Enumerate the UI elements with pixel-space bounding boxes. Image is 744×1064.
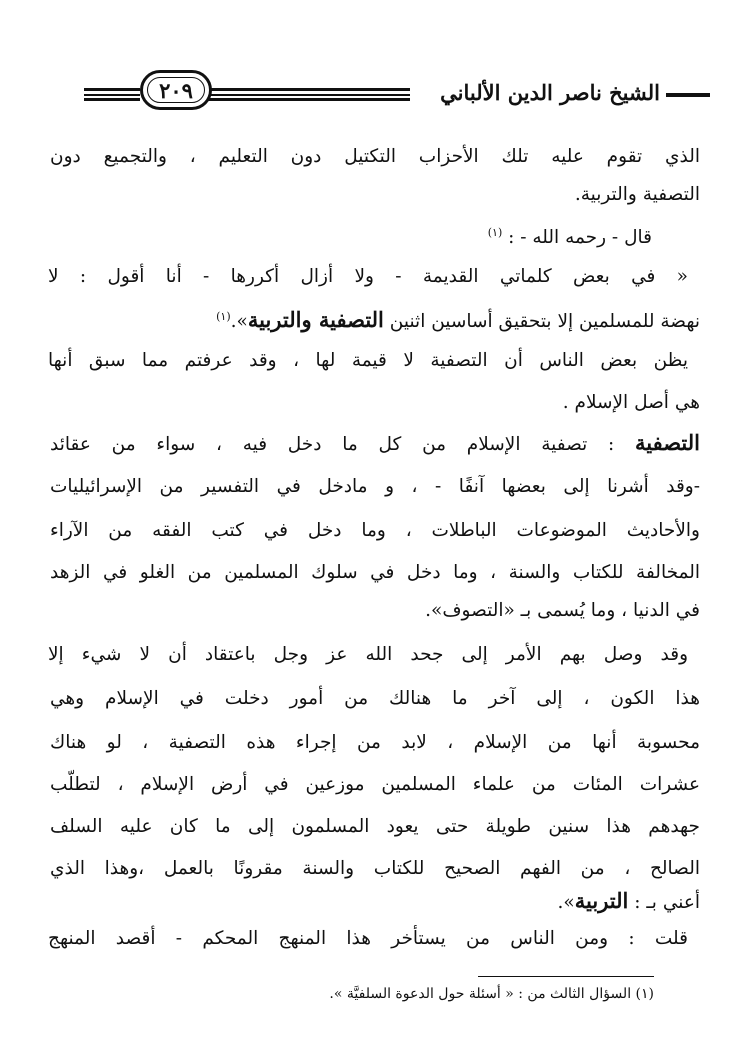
footnote-ref: (١) xyxy=(487,226,503,239)
running-header xyxy=(84,66,710,118)
text-line: الذي تقوم عليه تلك الأحزاب التكتيل دون التعليم ، والتجميع دون xyxy=(50,146,700,167)
page-number-badge xyxy=(140,70,212,110)
text-line: يظن بعض الناس أن التصفية لا قيمة لها ، وقد عرفتم مما سبق أنها xyxy=(48,350,688,371)
text-line: هذا الكون ، إلى آخر ما هنالك من أمور دخلت في الإسلام وهي xyxy=(50,688,700,709)
emphasis-term: التربية xyxy=(574,888,629,913)
footnote-ref: (١) xyxy=(216,310,231,323)
page-number: ٢٠٩ xyxy=(159,77,193,103)
header-rule xyxy=(204,88,410,100)
header-rule-left xyxy=(84,88,140,100)
text-line: التصفية : تصفية الإسلام من كل ما دخل فيه ، سواء من عقائد xyxy=(50,430,700,455)
header-dash xyxy=(666,93,710,97)
text-line: -وقد أشرنا إلى بعضها آنفًا - ، و مادخل في التفسير من الإسرائيليات xyxy=(50,476,700,497)
text-line: محسوبة أنها من الإسلام ، لابد من إجراء هذه التصفية ، لو هناك xyxy=(50,732,700,753)
text-line: جهدهم هذا سنين طويلة حتى يعود المسلمون إلى ما كان عليه السلف xyxy=(50,816,700,837)
text-line: عشرات المئات من علماء المسلمين موزعين في أرض الإسلام ، لتطلّب xyxy=(50,774,700,795)
running-title: الشيخ ناصر الدين الألباني xyxy=(440,80,660,105)
text-line: الصالح ، من الفهم الصحيح للكتاب والسنة مقرونًا بالعمل ،وهذا الذي xyxy=(50,858,700,879)
text-line: قلت : ومن الناس من يستأخر هذا المنهج المحكم - أقصد المنهج xyxy=(48,928,688,949)
text-line: في الدنيا ، وما يُسمى بـ «التصوف». xyxy=(425,600,700,621)
text-line: نهضة للمسلمين إلا بتحقيق أساسين اثنين التصفية والتربية».$^{(١)}$ xyxy=(216,307,700,333)
text-line: المخالفة للكتاب والسنة ، وما دخل في سلوك المسلمين من الغلو في الزهد xyxy=(50,562,700,583)
text-line: أعني بـ : التربية». xyxy=(557,888,700,913)
footnote: (١) السؤال الثالث من : « أسئلة حول الدعوة السلفيَّة ». xyxy=(329,986,654,1002)
text-line: التصفية والتربية. xyxy=(574,184,700,205)
text-line: « في بعض كلماتي القديمة - ولا أزال أكررها - أنا أقول : لا xyxy=(48,266,688,287)
text-line: قال - رحمه الله - : $^{(١)}$ xyxy=(487,226,652,249)
text-line: والأحاديث الموضوعات الباطلات ، وما دخل في كتب الفقه من الآراء xyxy=(50,520,700,541)
emphasis-term: التصفية xyxy=(635,430,700,455)
emphasis-term: التصفية والتربية xyxy=(247,307,384,333)
text-line: وقد وصل بهم الأمر إلى جحد الله عز وجل باعتقاد أن لا شيء إلا xyxy=(48,644,688,665)
text-line: هي أصل الإسلام . xyxy=(562,392,700,413)
footnote-rule xyxy=(478,976,654,977)
